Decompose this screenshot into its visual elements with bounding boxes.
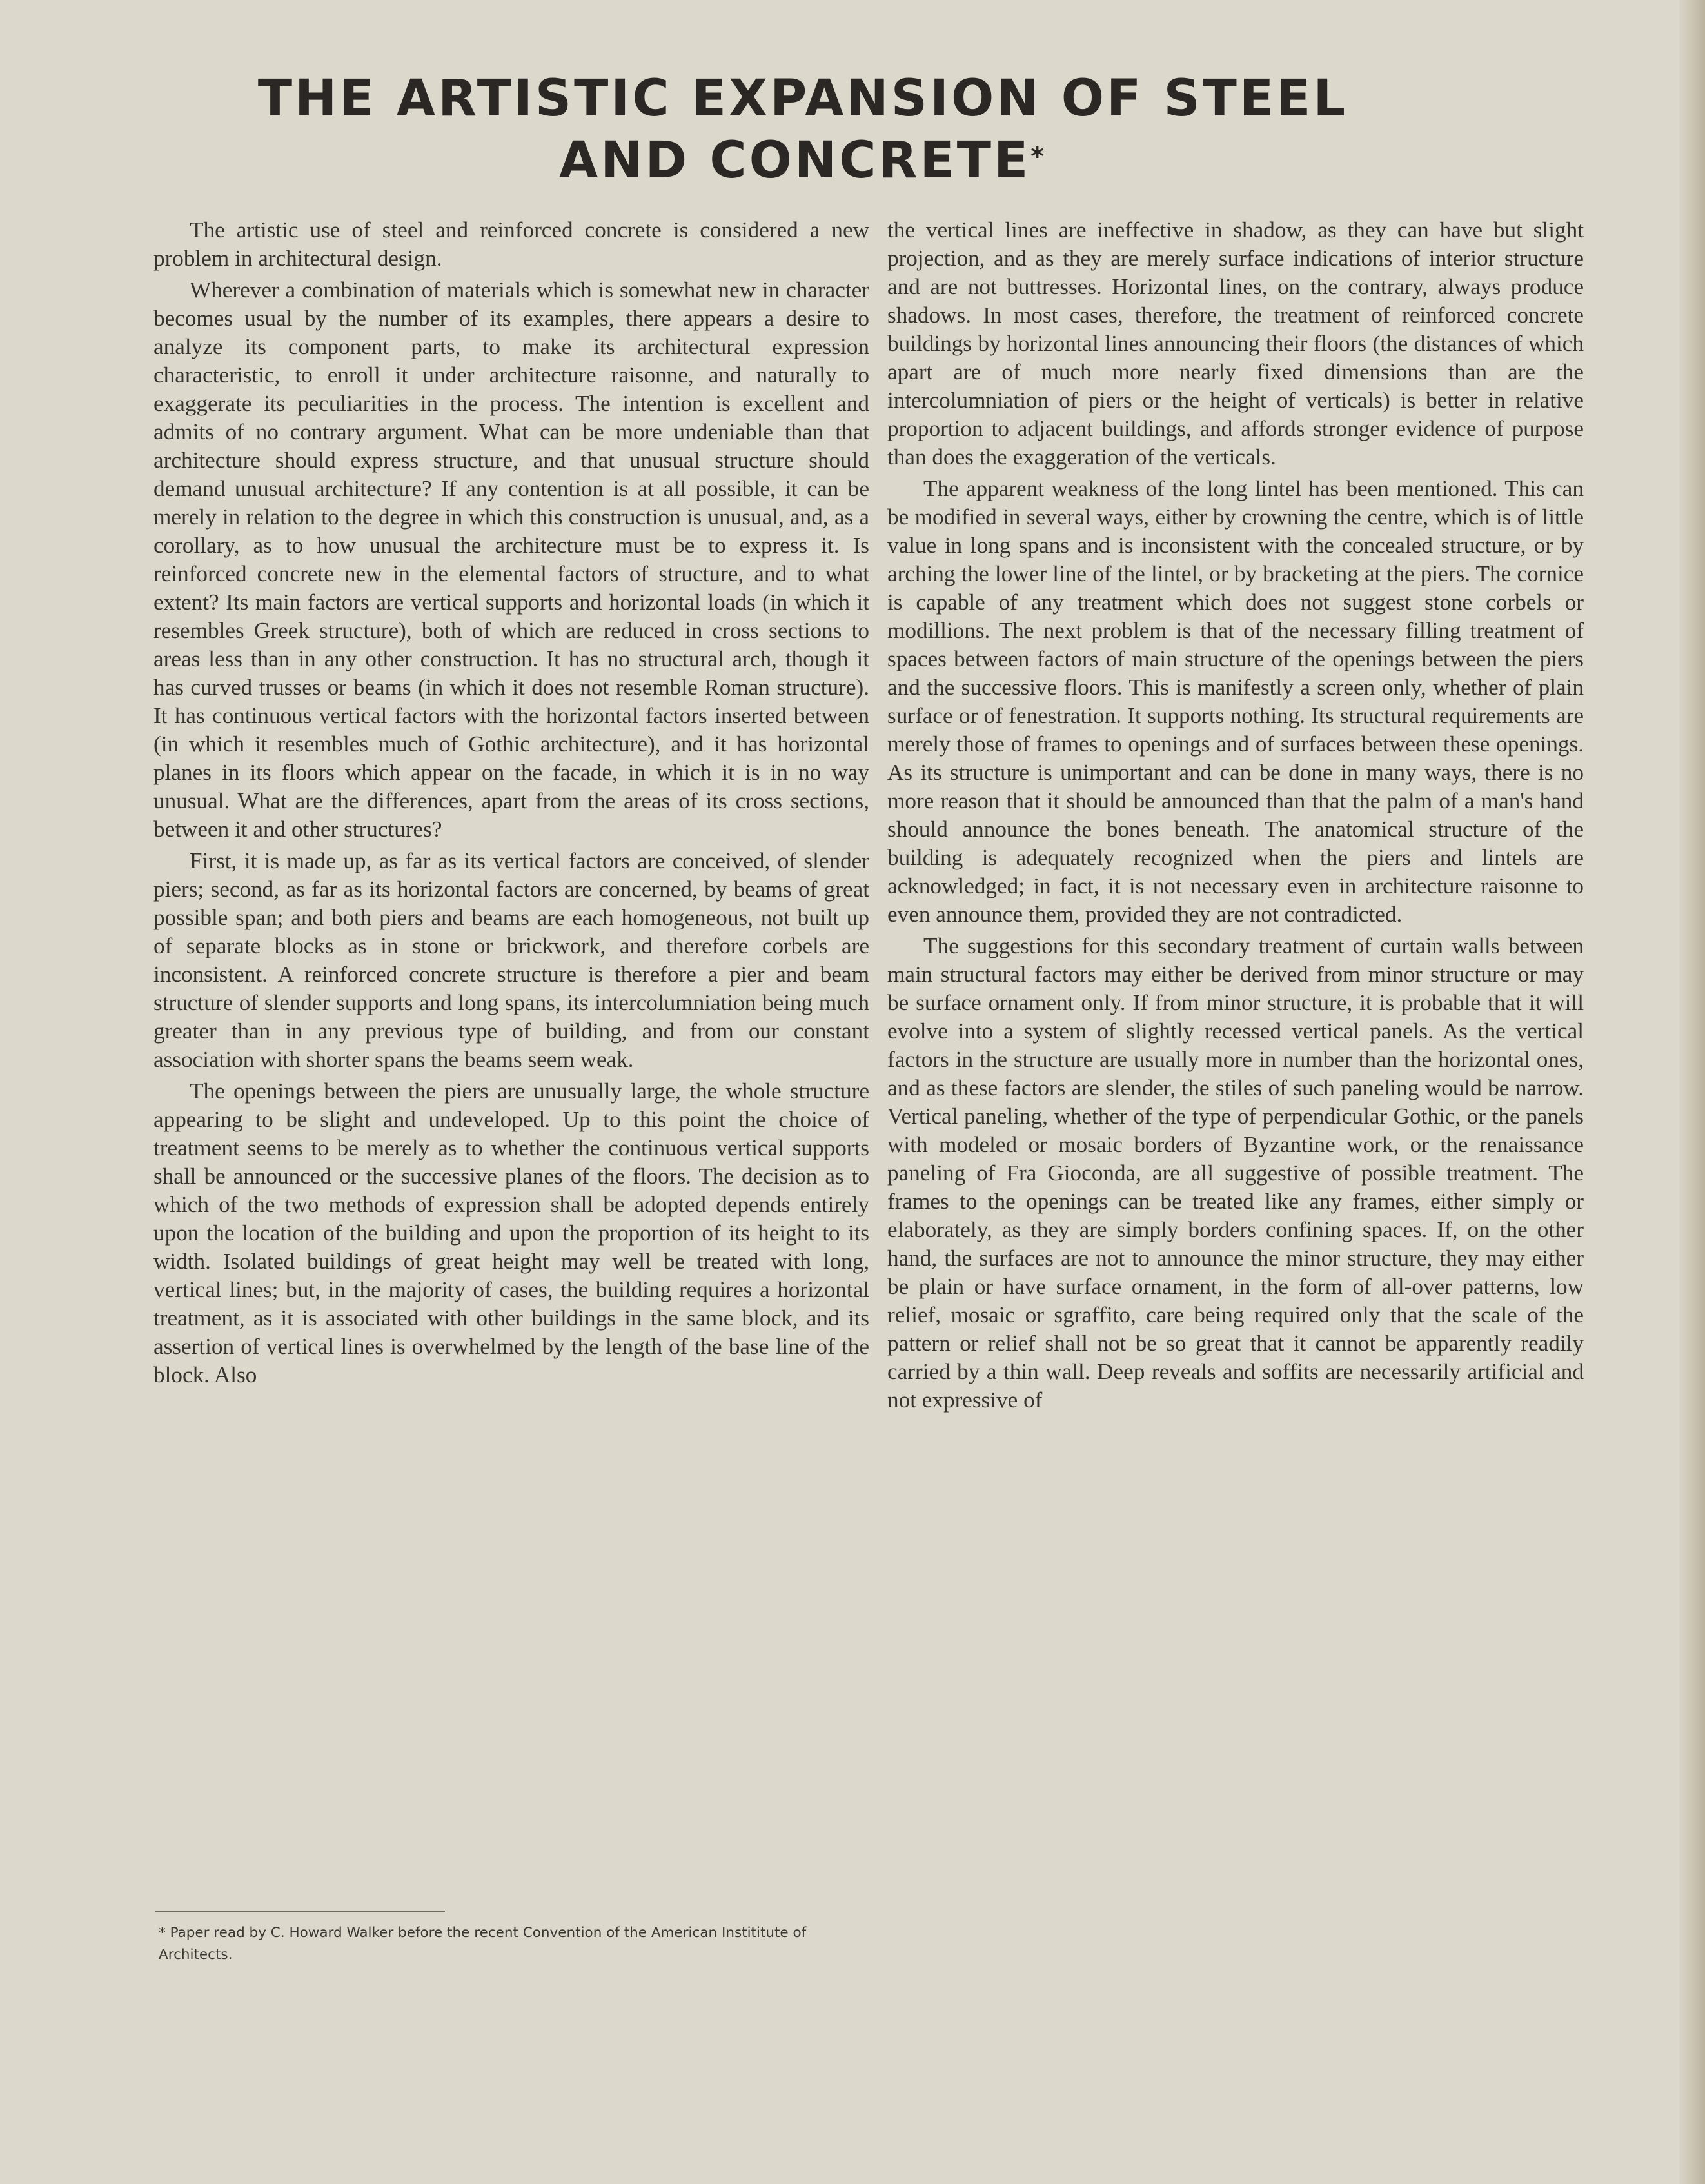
title-line-2-text: AND CONCRETE [558,132,1031,190]
title-line-1: THE ARTISTIC EXPANSION OF STEEL [257,70,1348,128]
article-title [193,68,1412,192]
paragraph: The apparent weakness of the long lintel has been mentioned. This can be modified in several ways, either by crowning the centre, which is of little value in long spans and is inconsistent with the concealed structure, or by arching the lower line of the lintel, or by bracketing at the piers. The cornice is capable of any treatment which does not suggest stone corbels or modillions. The next problem is that of the necessary filling treatment of spaces between factors of main structure of the openings between the piers and the successive floors. This is manifestly a screen only, whether of plain surface or of fenestration. It supports nothing. Its structural requirements are merely those of frames to openings and of surfaces between these openings. As its structure is unimportant and can be done in many ways, there is no more reason that it should be announced than that the palm of a man's hand should announce the bones beneath. The anatomical structure of the building is adequately recognized when the piers and lintels are acknowledged; in fact, it is not necessary even in architecture raisonne to even announce them, provided they are not contradicted. [887,476,1584,927]
paragraph: The artistic use of steel and reinforced concrete is considered a new problem in architectural design. [153,217,869,271]
paragraph: First, it is made up, as far as its vertical factors are conceived, of slender piers; second, as far as its horizontal factors are concerned, by beams of great possible span; and both piers and beams are each homogeneous, not built up of separate blocks as in stone or brickwork, and therefore corbels are inconsistent. A reinforced concrete structure is therefore a pier and beam structure of slender supports and long spans, its intercolumniation being much greater than in any previous type of building, and from our constant association with shorter spans the beams seem weak. [153,848,869,1072]
footnote: * Paper read by C. Howard Walker before the recent Convention of the American Instititute of Architects. [159,1925,807,1963]
footnote-marker: * [1030,142,1047,172]
paragraph: The suggestions for this secondary treatment of curtain walls between main structural factors may either be derived from minor structure or may be surface ornament only. If from minor structure, it is probable that it will evolve into a system of slightly recessed vertical panels. As the vertical factors in the structure are usually more in number than the horizontal ones, and as these factors are slender, the stiles of such paneling would be narrow. Vertical paneling, whether of the type of perpendicular Gothic, or the panels with modeled or mosaic borders of Byzantine work, or the renaissance paneling of Fra Gioconda, are all suggestive of possible treatment. The frames to the openings can be treated like any frames, either simply or elaborately, as they are simply borders confining spaces. If, on the other hand, the surfaces are not to announce the minor structure, they may either be plain or have surface ornament, in the form of all-over patterns, low relief, mosaic or sgraffito, care being required only that the scale of the pattern or relief shall not be so great that it cannot be apparently readily carried by a thin wall. Deep reveals and soffits are necessarily artificial and not expressive of [887,933,1584,1413]
title-line-2 [193,130,1412,192]
paragraph: The openings between the piers are unusually large, the whole structure appearing to be slight and undeveloped. Up to this point the choice of treatment seems to be merely as to whether the continuous vertical supports shall be announced or the successive planes of the floors. The decision as to which of the two methods of expression shall be adopted depends entirely upon the location of the building and upon the proportion of its height to its width. Isolated buildings of great height may well be treated with long, vertical lines; but, in the majority of cases, the building requires a horizontal treatment, as it is associated with other buildings in the same block, and its assertion of vertical lines is overwhelmed by the length of the base line of the block. Also [153,1078,869,1387]
left-column [153,216,869,1393]
paragraph-continued: the vertical lines are ineffective in shadow, as they can have but slight projection, and as they are merely surface indications of interior structure and are not buttresses. Horizontal lines, on the contrary, always produce shadows. In most cases, therefore, the treatment of reinforced concrete buildings by horizontal lines announcing their floors (the distances of which apart are of much more nearly fixed dimensions than are the intercolumniation of piers or the height of verticals) is better in relative proportion to adjacent buildings, and affords stronger evidence of purpose than does the exaggeration of the verticals. [887,217,1584,470]
right-column [887,216,1584,1418]
page-edge [1679,0,1705,2184]
footnote-divider [155,1911,445,1912]
paragraph: Wherever a combination of materials which is somewhat new in character becomes usual by the number of its examples, there appears a desire to analyze its component parts, to make its architectural expression characteristic, to enroll it under architecture raisonne, and naturally to exaggerate its peculiarities in the process. The intention is excellent and admits of no contrary argument. What can be more undeniable than that architecture should express structure, and that unusual structure should demand unusual architecture? If any contention is at all possible, it can be merely in relation to the degree in which this construction is unusual, and, as a corollary, as to how unusual the architecture must be to express it. Is reinforced concrete new in the elemental factors of structure, and to what extent? Its main factors are vertical supports and horizontal loads (in which it resembles Greek structure), both of which are reduced in cross sections to areas less than in any other construction. It has no structural arch, though it has curved trusses or beams (in which it does not resemble Roman structure). It has continuous vertical factors with the horizontal factors inserted between (in which it resembles much of Gothic architecture), and it has horizontal planes in its floors which appear on the facade, in which it is in no way unusual. What are the differences, apart from the areas of its cross sections, between it and other structures? [153,277,869,842]
